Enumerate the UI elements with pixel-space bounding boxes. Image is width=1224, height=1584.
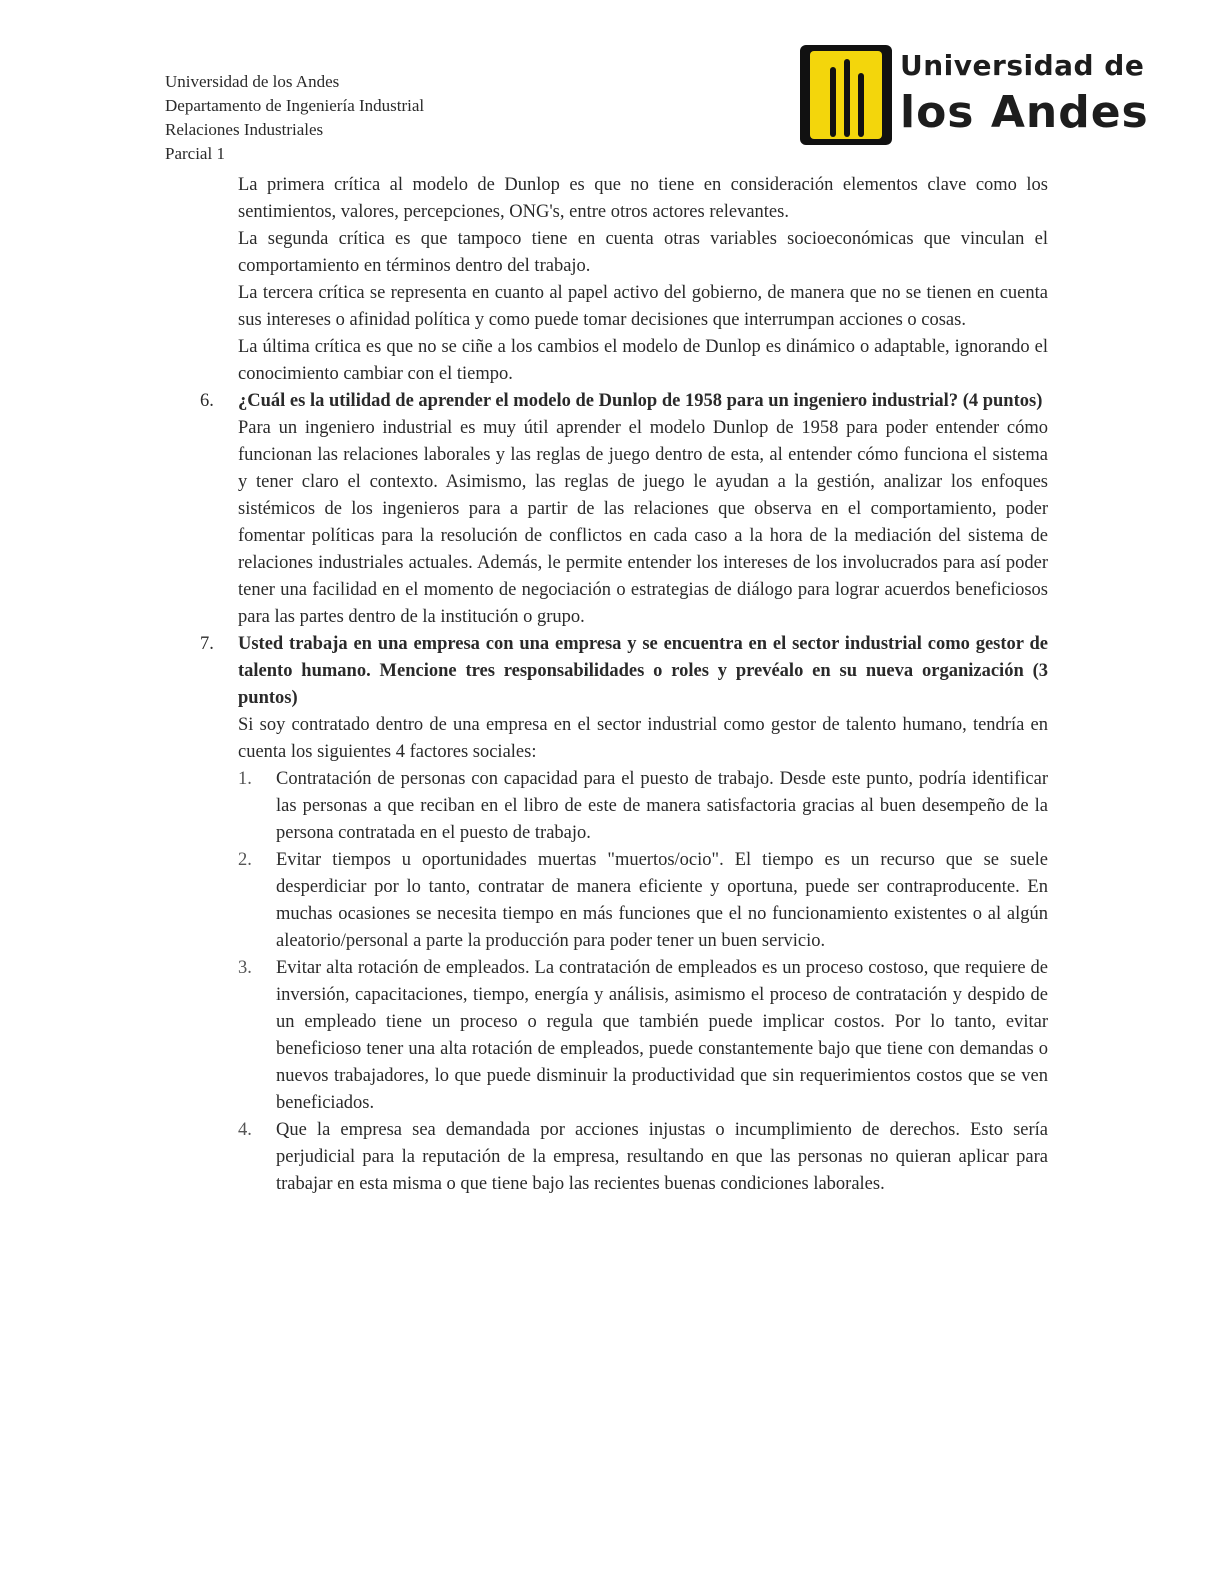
list-item: [238, 847, 1048, 955]
question-6: [200, 388, 1048, 415]
list-item-number: 3.: [238, 958, 252, 978]
logo-text-line2: los Andes: [900, 87, 1149, 138]
header-university: Universidad de los Andes: [165, 72, 340, 91]
document-header: [165, 70, 685, 166]
header-course: Relaciones Industriales: [165, 120, 324, 139]
list-item-text: Que la empresa sea demandada por acciones injustas o incumplimiento de derechos. Esto sería perjudicial para la reputación de la empresa, resultando en que las personas no quieran aplicar para trabajar en esta misma o que tiene bajo las recientes buenas condiciones laborales.: [276, 1120, 1048, 1194]
factor-list: [238, 766, 1048, 1198]
question-number: 7.: [200, 634, 214, 654]
critique-paragraphs: [238, 172, 1048, 388]
list-item-text: Evitar tiempos u oportunidades muertas "muertos/ocio". El tiempo es un recurso que se suele desperdiciar por lo tanto, contratar de manera eficiente y oportuna, puede ser contraproducente. En muchas ocasiones se necesita tiempo en más funciones que el no funcionamiento existentes o al algún aleatorio/personal a parte la producción para poder tener un buen servicio.: [276, 850, 1048, 951]
list-item: [238, 766, 1048, 847]
list-item: [238, 955, 1048, 1117]
answer-6: [238, 415, 1048, 631]
university-logo: [800, 45, 1155, 150]
answer-paragraph: Para un ingeniero industrial es muy útil aprender el modelo Dunlop de 1958 para poder entender cómo funcionan las relaciones laborales y las reglas de juego dentro de esta, al entender cómo funciona el sistema y tener claro el contexto. Asimismo, las reglas de juego le ayudan a la gestión, analizar los enfoques sistémicos de los ingenieros para a partir de las relaciones que observa en el comportamiento, poder fomentar políticas para la resolución de conflictos en cada caso a la hora de la mediación del sistema de relaciones industriales actuales. Además, le permite entender los intereses de los involucrados para así poder tener una facilidad en el momento de negociación o estrategias de diálogo para lograr acuerdos beneficiosos para las partes dentro de la institución o grupo.: [238, 418, 1048, 627]
critique-paragraph: La segunda crítica es que tampoco tiene en cuenta otras variables socioeconómicas que vinculan el comportamiento en términos dentro del trabajo.: [238, 229, 1048, 276]
header-department: Departamento de Ingeniería Industrial: [165, 96, 425, 115]
answer-7-intro: [238, 712, 1048, 766]
logo-wordmark: [900, 45, 1155, 139]
question-text: ¿Cuál es la utilidad de aprender el modelo de Dunlop de 1958 para un ingeniero industrial? (4 puntos): [238, 391, 1043, 411]
list-item-number: 1.: [238, 769, 252, 789]
header-exam: Parcial 1: [165, 144, 225, 163]
question-text: Usted trabaja en una empresa con una empresa y se encuentra en el sector industrial como gestor de talento humano. Mencione tres responsabilidades o roles y prevéalo en su nueva organización (3 puntos): [238, 634, 1048, 708]
critique-paragraph: La tercera crítica se representa en cuanto al papel activo del gobierno, de manera que no se tienen en cuenta sus intereses o afinidad política y como puede tomar decisiones que interrumpan acciones o cosas.: [238, 283, 1048, 330]
critique-paragraph: La última crítica es que no se ciñe a los cambios el modelo de Dunlop es dinámico o adaptable, ignorando el conocimiento cambiar con el tiempo.: [238, 337, 1048, 384]
list-item: [238, 1117, 1048, 1198]
document-body: [200, 172, 1048, 1198]
list-item-number: 2.: [238, 850, 252, 870]
answer-paragraph: Si soy contratado dentro de una empresa en el sector industrial como gestor de talento humano, tendría en cuenta los siguientes 4 factores sociales:: [238, 715, 1048, 762]
list-item-text: Contratación de personas con capacidad para el puesto de trabajo. Desde este punto, podría identificar las personas a que reciban en el libro de este de manera satisfactoria gracias al buen desempeño de la persona contratada en el puesto de trabajo.: [276, 769, 1048, 843]
critique-paragraph: La primera crítica al modelo de Dunlop es que no tiene en consideración elementos clave como los sentimientos, valores, percepciones, ONG's, entre otros actores relevantes.: [238, 175, 1048, 222]
list-item-text: Evitar alta rotación de empleados. La contratación de empleados es un proceso costoso, que requiere de inversión, capacitaciones, tiempo, energía y análisis, asimismo el proceso de contratación y despido de un empleado tiene un proceso o regula que también puede implicar costos. Por lo tanto, evitar beneficioso tener una alta rotación de empleados, puede constantemente bajo que tiene con demandas o nuevos trabajadores, lo que puede disminuir la productividad que sin requerimientos costos que se ven beneficiados.: [276, 958, 1048, 1113]
logo-mark-icon: [800, 45, 892, 145]
logo-text-line1: Universidad de: [900, 49, 1145, 82]
list-item-number: 4.: [238, 1120, 252, 1140]
question-7: [200, 631, 1048, 712]
question-number: 6.: [200, 391, 214, 411]
